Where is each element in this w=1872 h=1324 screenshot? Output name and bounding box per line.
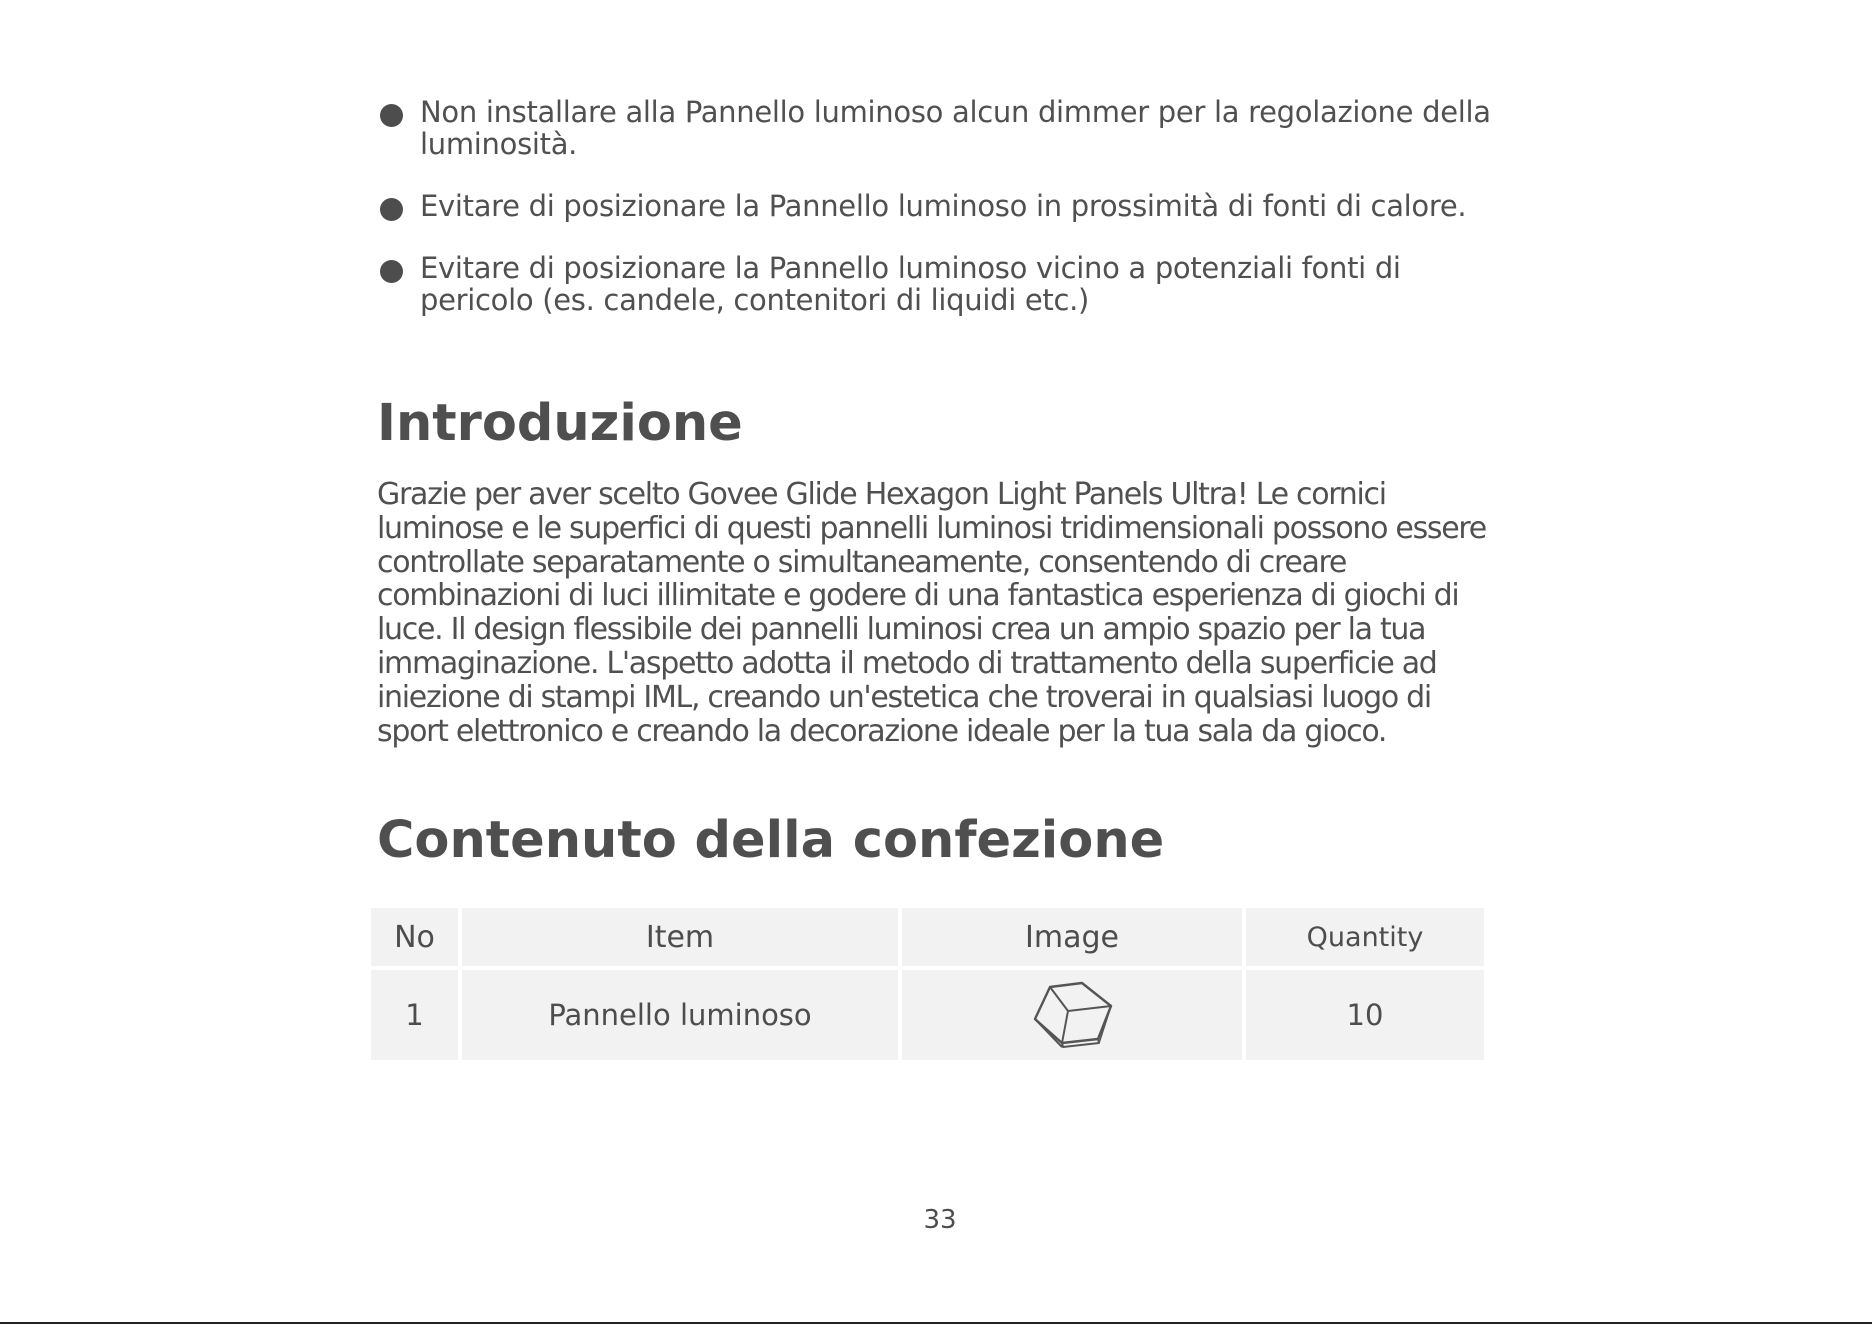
bullet-dot-icon xyxy=(380,198,403,221)
bullet-dot-icon xyxy=(380,104,403,127)
page-number: 33 xyxy=(923,1205,957,1235)
cell-no: 1 xyxy=(371,970,458,1060)
hexagon-panel-icon xyxy=(1024,977,1120,1053)
cell-image xyxy=(902,970,1242,1060)
table-row xyxy=(371,970,1484,1060)
header-quantity: Quantity xyxy=(1246,908,1484,966)
bullet-text: Evitare di posizionare la Pannello luminoso vicino a potenziali fonti di pericolo (es. candele, contenitori di liquidi etc.) xyxy=(420,251,1401,317)
intro-heading: Introduzione xyxy=(377,394,743,453)
cell-item: Pannello luminoso xyxy=(462,970,898,1060)
bullet-item xyxy=(378,252,1518,316)
intro-paragraph: Grazie per aver scelto Govee Glide Hexagon Light Panels Ultra! Le cornici luminose e le superfici di questi pannelli luminosi tridimensionali possono essere controllate separatamente o simultaneamente, consentendo di creare combinazioni di luci illimitate e godere di una fantastica esperienza di giochi di luce. Il design flessibile dei pannelli luminosi crea un ampio spazio per la tua immaginazione. L'aspetto adotta il metodo di trattamento della superficie ad iniezione di stampi IML, creando un'estetica che troverai in qualsiasi luogo di sport elettronico e creando la decorazione ideale per la tua sala da gioco. xyxy=(377,477,1486,749)
package-contents-table xyxy=(367,904,1488,1064)
bullet-item xyxy=(378,190,1518,222)
bullet-item xyxy=(378,96,1518,160)
header-image: Image xyxy=(902,908,1242,966)
package-contents-heading: Contenuto della confezione xyxy=(377,811,1165,870)
table-header-row xyxy=(371,908,1484,966)
header-item: Item xyxy=(462,908,898,966)
bullet-dot-icon xyxy=(380,260,403,283)
bullet-text: Non installare alla Pannello luminoso alcun dimmer per la regolazione della luminosità. xyxy=(420,95,1491,161)
safety-bullet-list xyxy=(378,96,1518,346)
header-no: No xyxy=(371,908,458,966)
cell-quantity: 10 xyxy=(1246,970,1484,1060)
bullet-text: Evitare di posizionare la Pannello luminoso in prossimità di fonti di calore. xyxy=(420,189,1467,223)
